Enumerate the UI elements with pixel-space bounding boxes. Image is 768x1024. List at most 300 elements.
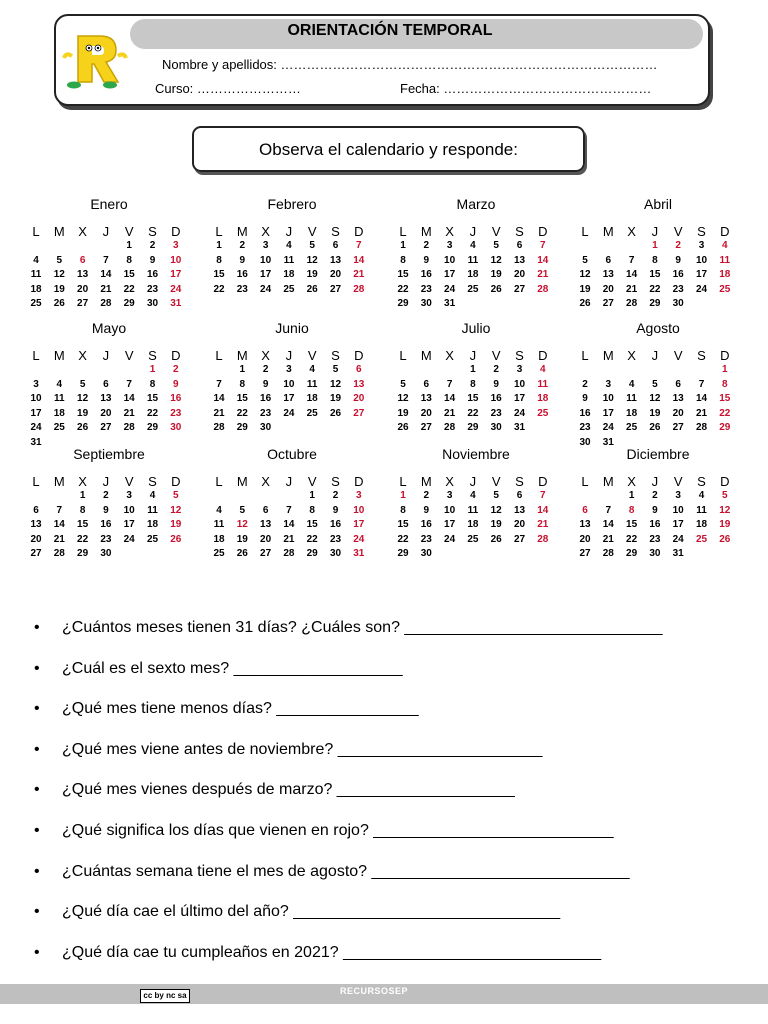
calendar-day: 15 [719, 393, 731, 404]
calendar-day: 24 [513, 407, 526, 419]
bullet-icon: • [34, 943, 40, 961]
weekday-header: S [148, 348, 157, 363]
calendar-day: 21 [100, 283, 112, 295]
weekday-header: D [171, 348, 181, 363]
weekday-header: L [215, 224, 223, 239]
calendar-day: 27 [672, 422, 684, 433]
calendar-day: 1 [216, 240, 222, 251]
weekday-header: V [673, 474, 683, 489]
calendar-day: 24 [260, 283, 272, 295]
calendar-day: 16 [490, 393, 502, 404]
calendar-day: 16 [146, 269, 159, 280]
question-text: ¿Qué mes viene antes de noviembre? _______________________ [62, 740, 543, 758]
calendar-day: 8 [470, 378, 476, 390]
calendar-day: 12 [490, 254, 502, 266]
calendar-day: 9 [423, 504, 430, 516]
calendar-day: 26 [579, 298, 591, 309]
calendar-day: 22 [397, 533, 409, 545]
weekday-header: M [236, 474, 248, 489]
calendar-day: 15 [626, 519, 638, 530]
calendar-day: 22 [626, 533, 638, 545]
calendar-day: 30 [579, 436, 591, 448]
month-name: Febrero [267, 196, 317, 212]
calendar-day: 15 [467, 393, 479, 404]
calendar-day: 23 [672, 283, 684, 295]
calendar-day: 25 [626, 422, 638, 433]
question-item [34, 944, 601, 962]
weekday-header: J [651, 348, 659, 363]
calendar-day: 30 [100, 548, 112, 559]
calendar-day: 14 [695, 393, 708, 404]
weekday-header: S [148, 474, 157, 489]
month-name: Mayo [91, 320, 127, 336]
calendar-day: 14 [353, 254, 365, 266]
calendar-day: 21 [537, 269, 549, 280]
calendar-day: 10 [695, 254, 708, 266]
calendar-day: 19 [170, 519, 182, 530]
weekday-header: M [420, 224, 432, 239]
calendar-day: 18 [53, 407, 65, 419]
calendar-day: 14 [626, 269, 638, 280]
calendar-day: 27 [260, 548, 272, 559]
calendar-day: 9 [582, 393, 588, 404]
question-text: ¿Cuántas semana tiene el mes de agosto? _____________________________ [62, 862, 630, 880]
calendar-day: 11 [54, 393, 65, 404]
calendar-day: 3 [446, 240, 453, 251]
weekday-header: M [602, 348, 614, 363]
month-name: Marzo [456, 196, 496, 212]
weekday-header: J [102, 348, 110, 363]
calendar-day: 30 [170, 422, 182, 433]
calendar-day: 25 [306, 407, 318, 419]
calendar-day: 27 [353, 407, 365, 419]
calendar-day: 24 [353, 533, 365, 545]
calendar-day: 14 [213, 393, 225, 404]
question-item [34, 741, 542, 759]
calendar-day: 19 [397, 407, 409, 419]
calendar-day: 15 [649, 269, 661, 280]
month-name: Julio [461, 320, 491, 336]
calendar-day: 21 [353, 269, 365, 280]
bullet-icon: • [34, 822, 40, 839]
calendar-day: 27 [329, 283, 342, 295]
calendar-day: 17 [444, 269, 456, 280]
calendar-day: 18 [146, 519, 159, 530]
calendar-day: 6 [103, 378, 109, 390]
calendar-day: 21 [283, 533, 295, 545]
weekday-header: D [538, 474, 548, 489]
weekday-header: X [445, 474, 454, 489]
weekday-header: X [78, 348, 87, 363]
calendar-day: 12 [306, 254, 318, 266]
calendar-day: 3 [286, 364, 292, 375]
weekday-header: V [673, 224, 683, 239]
calendar-day: 3 [173, 240, 179, 251]
weekday-header: V [491, 474, 501, 489]
calendar-day: 25 [30, 298, 42, 309]
calendar-day: 17 [353, 519, 365, 530]
calendar-day: 3 [698, 240, 705, 251]
calendar-day: 22 [467, 407, 479, 419]
calendar-day: 16 [420, 519, 432, 530]
weekday-header: J [469, 474, 477, 489]
calendar-day: 12 [329, 378, 342, 390]
weekday-header: X [627, 224, 636, 239]
calendar-day: 19 [77, 407, 89, 419]
weekday-header: V [307, 348, 317, 363]
calendar-day: 4 [722, 240, 728, 251]
weekday-header: L [399, 348, 407, 363]
weekday-header: L [581, 348, 589, 363]
calendar-day: 3 [33, 378, 39, 390]
calendar-day: 24 [444, 533, 456, 545]
calendar-day: 26 [719, 533, 731, 545]
calendar-day: 4 [286, 240, 292, 251]
weekday-header: D [171, 224, 181, 239]
calendar-day: 8 [149, 378, 156, 390]
question-item [34, 903, 560, 921]
calendar-day: 14 [444, 393, 456, 404]
calendar-day: 20 [579, 533, 591, 545]
weekday-header: X [445, 348, 454, 363]
calendar-day: 21 [537, 519, 549, 530]
calendar-day: 18 [283, 269, 295, 280]
calendar-day: 28 [53, 548, 65, 559]
calendar-day: 25 [283, 283, 295, 295]
calendar-day: 21 [626, 283, 638, 295]
weekday-header: V [307, 224, 317, 239]
calendar-day: 20 [513, 269, 526, 280]
calendar-day: 27 [420, 422, 432, 433]
calendar-day: 29 [719, 422, 731, 433]
calendar-day: 17 [695, 269, 708, 280]
weekday-header: L [32, 348, 40, 363]
calendar-day: 20 [30, 533, 42, 545]
calendar-day: 26 [236, 548, 248, 559]
weekday-header: X [261, 348, 270, 363]
calendar-day: 2 [262, 364, 269, 375]
weekday-header: L [215, 348, 223, 363]
calendar-day: 10 [170, 254, 182, 266]
calendar-day: 31 [30, 436, 42, 448]
bullet-icon: • [34, 619, 40, 636]
weekday-header: L [399, 474, 407, 489]
calendar-day: 13 [513, 254, 526, 266]
calendar-day: 8 [400, 254, 406, 266]
calendar-day: 16 [260, 393, 272, 404]
calendar-day: 13 [329, 254, 342, 266]
calendar-day: 19 [719, 519, 731, 530]
calendar-day: 2 [652, 490, 658, 501]
weekday-header: D [354, 474, 364, 489]
calendar-day: 18 [467, 519, 479, 530]
calendar-day: 30 [672, 298, 684, 309]
calendar-day: 9 [103, 504, 109, 516]
calendar-day: 14 [537, 504, 549, 516]
calendar-day: 13 [579, 519, 591, 530]
calendar-day: 2 [582, 378, 588, 390]
weekday-header: L [215, 474, 223, 489]
weekday-header: D [720, 224, 730, 239]
weekday-header: D [171, 474, 181, 489]
bullet-icon: • [34, 903, 40, 921]
calendar-day: 30 [420, 548, 432, 559]
course-field: Curso: …………………… [155, 81, 301, 96]
calendar-day: 17 [30, 407, 42, 419]
calendar-day: 5 [239, 504, 246, 516]
calendar-day: 19 [579, 283, 591, 295]
weekday-header: X [261, 474, 270, 489]
calendar-day: 24 [444, 283, 456, 295]
calendar-day: 30 [260, 422, 272, 433]
calendar-day: 14 [53, 519, 65, 530]
calendar-day: 28 [444, 422, 456, 433]
calendar-day: 15 [77, 519, 89, 530]
calendar-day: 15 [306, 519, 318, 530]
calendar-day: 13 [30, 519, 42, 530]
question-text: ¿Qué día cae tu cumpleaños en 2021? _____________________________ [62, 943, 602, 961]
calendar-day: 3 [605, 378, 612, 390]
calendar-day: 29 [306, 548, 318, 559]
calendar-day: 2 [423, 490, 430, 501]
calendar-day: 23 [146, 283, 159, 295]
calendar-day: 7 [446, 378, 453, 390]
calendar-day: 6 [79, 254, 86, 266]
calendar-day: 11 [213, 519, 225, 530]
calendar-day: 4 [149, 490, 156, 501]
month-name: Diciembre [626, 446, 690, 462]
calendar-day: 27 [513, 533, 526, 545]
calendar-day: 5 [56, 254, 63, 266]
calendar-day: 5 [79, 378, 86, 390]
calendar-day: 13 [420, 393, 432, 404]
calendar-day: 27 [30, 548, 42, 559]
calendar-day: 5 [493, 240, 499, 251]
calendar-day: 5 [173, 490, 179, 501]
calendar-day: 20 [602, 283, 614, 295]
weekday-header: S [515, 348, 524, 363]
calendar-day: 17 [672, 519, 684, 530]
calendar-day: 1 [149, 364, 156, 375]
calendar-day: 8 [628, 504, 635, 516]
calendar-day: 10 [123, 504, 135, 516]
calendar-day: 28 [602, 548, 614, 559]
calendar-day: 19 [490, 269, 502, 280]
calendar-day: 23 [100, 533, 112, 545]
calendar-day: 9 [149, 254, 156, 266]
calendar-day: 14 [283, 519, 295, 530]
calendar-day: 16 [420, 269, 432, 280]
weekday-header: V [673, 348, 683, 363]
weekday-header: L [581, 474, 589, 489]
calendar-day: 27 [77, 298, 89, 309]
weekday-header: D [720, 348, 730, 363]
calendar-day: 24 [672, 533, 684, 545]
calendar-day: 13 [602, 269, 614, 280]
calendar-day: 9 [332, 504, 339, 516]
calendar-day: 11 [537, 378, 549, 390]
weekday-header: J [102, 224, 110, 239]
calendar-day: 3 [262, 240, 269, 251]
weekday-header: S [697, 224, 706, 239]
calendar-day: 24 [30, 422, 42, 433]
calendar-day: 7 [216, 378, 222, 390]
calendar-day: 5 [332, 364, 339, 375]
calendar-day: 7 [356, 240, 362, 251]
calendar-day: 29 [649, 298, 661, 309]
weekday-header: S [515, 474, 524, 489]
calendar-day: 24 [283, 407, 295, 419]
calendar-day: 9 [423, 254, 430, 266]
weekday-header: D [720, 474, 730, 489]
calendar-day: 7 [698, 378, 705, 390]
calendar-day: 4 [540, 364, 546, 375]
calendar-day: 3 [675, 490, 681, 501]
calendar-day: 13 [353, 378, 365, 390]
calendar-day: 6 [582, 504, 588, 516]
month-name: Enero [90, 196, 128, 212]
calendar-day: 2 [423, 240, 430, 251]
calendar-day: 14 [123, 393, 135, 404]
calendar-day: 1 [239, 364, 246, 375]
calendar-day: 22 [236, 407, 248, 419]
calendar-day: 17 [170, 269, 182, 280]
weekday-header: V [124, 224, 134, 239]
calendar-day: 21 [444, 407, 456, 419]
calendar-day: 5 [582, 254, 588, 266]
calendar-day: 27 [579, 548, 591, 559]
calendar-day: 7 [286, 504, 292, 516]
calendar-day: 13 [672, 393, 684, 404]
weekday-header: J [285, 474, 293, 489]
weekday-header: J [469, 224, 477, 239]
weekday-header: S [331, 224, 340, 239]
weekday-header: M [53, 474, 65, 489]
calendar-day: 26 [490, 283, 502, 295]
calendar-day: 26 [53, 298, 65, 309]
month-name: Septiembre [73, 446, 145, 462]
calendar-day: 22 [306, 533, 318, 545]
question-item [34, 660, 403, 678]
calendar-day: 5 [493, 490, 499, 501]
weekday-header: M [602, 224, 614, 239]
calendar-day: 15 [213, 269, 225, 280]
calendar-day: 11 [719, 254, 731, 266]
calendar-day: 5 [722, 490, 728, 501]
calendar-day: 4 [33, 254, 39, 266]
calendar-day: 20 [77, 283, 89, 295]
weekday-header: J [469, 348, 477, 363]
calendar-day: 24 [695, 283, 708, 295]
calendar-day: 30 [649, 548, 661, 559]
weekday-header: M [53, 224, 65, 239]
calendar-day: 19 [53, 283, 65, 295]
calendar-day: 17 [444, 519, 456, 530]
calendar-day: 3 [356, 490, 362, 501]
calendar-day: 4 [309, 364, 315, 375]
calendar-day: 12 [579, 269, 591, 280]
month-name: Agosto [636, 320, 680, 336]
calendar-day: 12 [77, 393, 89, 404]
calendar-day: 31 [170, 298, 182, 309]
calendar-day: 22 [649, 283, 661, 295]
question-text: ¿Qué día cae el último del año? ______________________________ [62, 903, 561, 921]
calendar-day: 29 [146, 422, 159, 433]
calendar-day: 21 [53, 533, 65, 545]
calendar-day: 20 [513, 519, 526, 530]
weekday-header: J [285, 348, 293, 363]
calendar-day: 6 [675, 378, 681, 390]
calendar-day: 29 [397, 548, 409, 559]
calendar-day: 20 [353, 393, 365, 404]
calendar-day: 26 [306, 283, 318, 295]
weekday-header: D [354, 224, 364, 239]
calendar-day: 28 [283, 548, 295, 559]
calendar-day: 31 [602, 436, 614, 448]
calendar-day: 29 [236, 422, 248, 433]
calendar-day: 15 [397, 269, 409, 280]
calendar-day: 19 [236, 533, 248, 545]
calendar-day: 11 [306, 378, 318, 390]
calendar-day: 6 [516, 240, 523, 251]
calendar-day: 14 [602, 519, 614, 530]
calendar-day: 30 [420, 298, 432, 309]
calendar-day: 18 [626, 407, 638, 419]
instruction-box: Observa el calendario y responde: [192, 126, 585, 172]
calendar-day: 2 [173, 364, 179, 375]
calendar-day: 17 [260, 269, 272, 280]
weekday-header: M [420, 348, 432, 363]
bullet-icon: • [34, 781, 40, 799]
calendar-day: 31 [672, 548, 684, 559]
question-text: ¿Qué significa los días que vienen en rojo? ___________________________ [62, 822, 614, 839]
weekday-header: J [651, 224, 659, 239]
calendar-day: 18 [30, 283, 42, 295]
weekday-header: L [399, 224, 407, 239]
weekday-header: X [78, 224, 87, 239]
cc-license-badge: cc by nc sa [140, 989, 190, 1003]
question-text: ¿Qué mes tiene menos días? ________________ [62, 700, 419, 718]
question-item [34, 863, 630, 881]
calendar-day: 7 [540, 490, 546, 501]
calendar-day: 8 [79, 504, 86, 516]
calendar-day: 4 [628, 378, 635, 390]
calendar-day: 6 [423, 378, 430, 390]
calendar-day: 25 [146, 533, 159, 545]
calendar-day: 28 [353, 283, 365, 295]
calendar-day: 11 [30, 269, 42, 280]
calendar-day: 25 [53, 422, 65, 433]
calendar-day: 7 [103, 254, 109, 266]
calendar-day: 10 [30, 393, 42, 404]
calendar-day: 20 [420, 407, 432, 419]
calendar-day: 6 [605, 254, 612, 266]
question-item [34, 781, 515, 799]
calendar-day: 4 [216, 504, 222, 516]
calendar-day: 22 [719, 407, 731, 419]
calendar-day: 12 [649, 393, 661, 404]
calendar-day: 15 [123, 269, 135, 280]
calendar-day: 8 [400, 504, 406, 516]
calendar-day: 17 [602, 407, 614, 419]
calendar-day: 11 [147, 504, 158, 516]
weekday-header: M [420, 474, 432, 489]
calendar-day: 2 [239, 240, 246, 251]
calendar-day: 14 [100, 269, 112, 280]
calendar-day: 29 [467, 422, 479, 433]
calendar-day: 10 [513, 378, 526, 390]
calendar-day: 2 [149, 240, 156, 251]
